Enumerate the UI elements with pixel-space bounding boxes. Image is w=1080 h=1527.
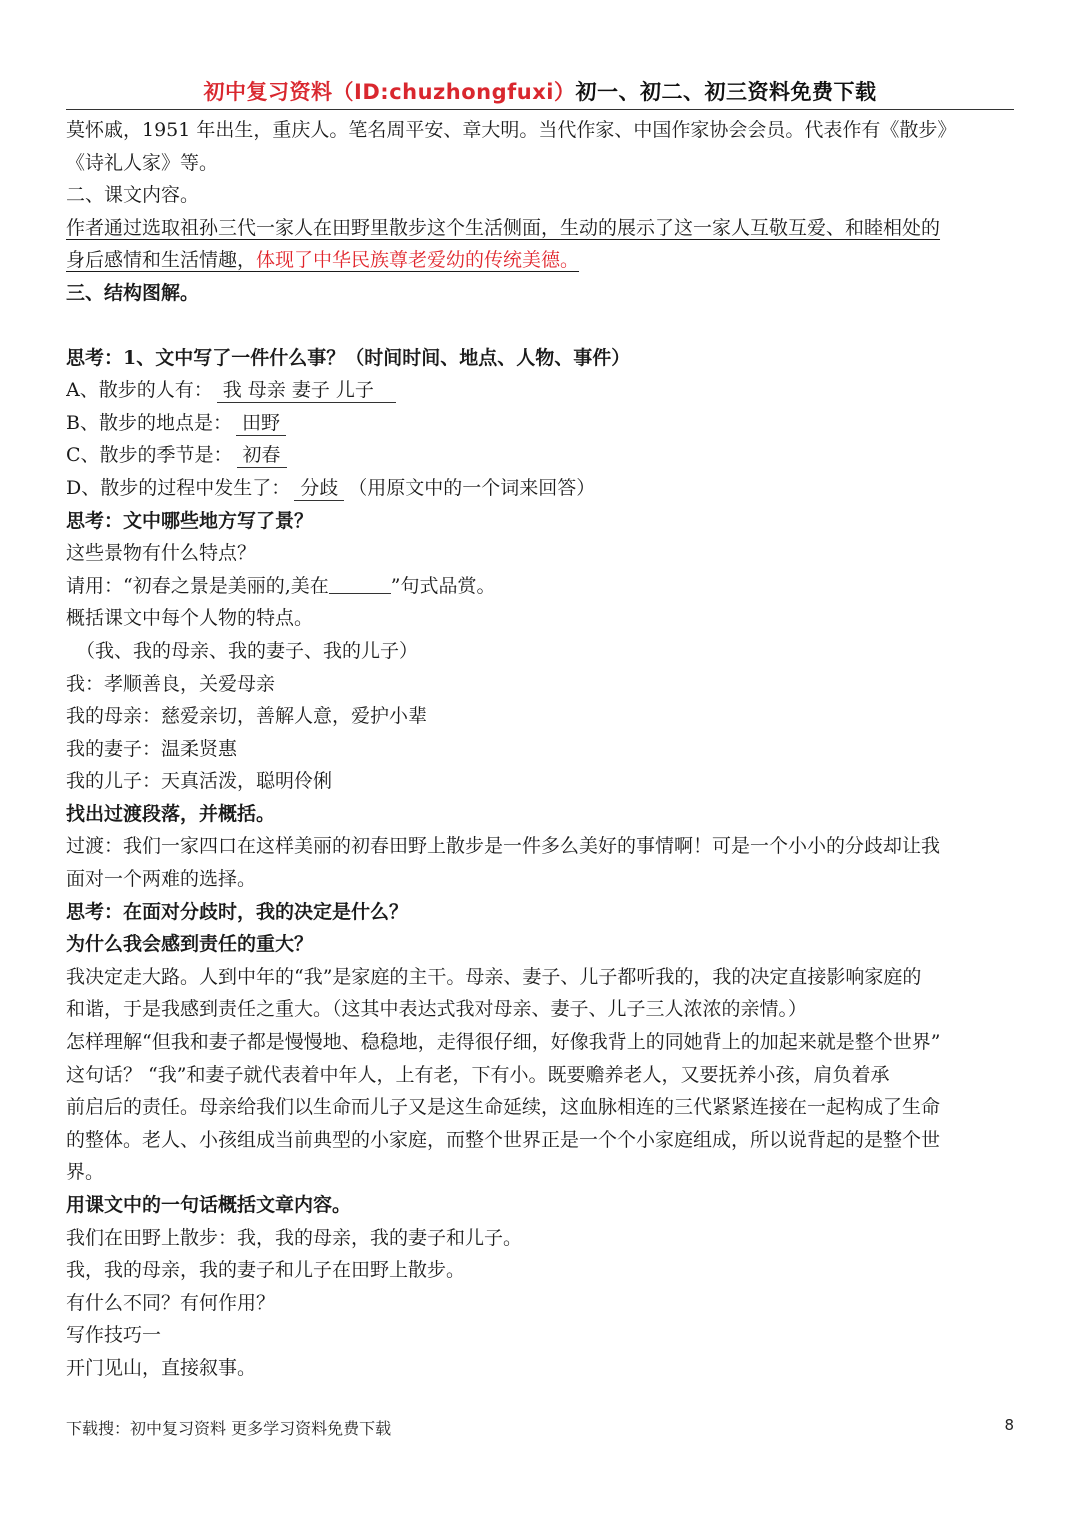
header-tagline: 初一、初二、初三资料免费下载: [575, 80, 877, 104]
section-heading: 二、课文内容。: [66, 184, 200, 207]
paragraph-line: 界。: [66, 1161, 105, 1184]
paragraph-line: 有什么不同？有何作用？: [66, 1291, 276, 1314]
paragraph-line: 这些景物有什么特点？: [66, 542, 257, 565]
page-footer: [66, 1416, 1014, 1439]
section-heading: 三、结构图解。: [66, 281, 200, 304]
paragraph-line: 概括课文中每个人物的特点。: [66, 607, 314, 630]
paragraph-line: 面对一个两难的选择。: [66, 868, 257, 891]
answer-fill: 田野: [236, 411, 286, 436]
answer-label: B、散步的地点是：: [66, 411, 232, 434]
paragraph-line: 我，我的母亲，我的妻子和儿子在田野上散步。: [66, 1259, 466, 1282]
paragraph-line: 我的儿子：天真活泼，聪明伶俐: [66, 770, 333, 793]
answer-line: [66, 439, 1016, 472]
page-number: 8: [1004, 1416, 1014, 1434]
paragraph-line: 开门见山，直接叙事。: [66, 1356, 257, 1379]
answer-line: [66, 374, 1016, 407]
footer-text: 下载搜：初中复习资料 更多学习资料免费下载: [66, 1419, 392, 1438]
question-heading: 思考：文中哪些地方写了景？: [66, 509, 314, 532]
header-source: 初中复习资料（ID:chuzhongfuxi）: [203, 80, 576, 104]
paragraph-line: 和谐，于是我感到责任之重大。（这其中表达式我对母亲、妻子、儿子三人浓浓的亲情。）: [66, 998, 808, 1021]
question-heading: 找出过渡段落，并概括。: [66, 802, 276, 825]
paragraph-line: 《诗礼人家》等。: [66, 151, 219, 174]
paragraph-line: （我、我的母亲、我的妻子、我的儿子）: [76, 639, 419, 662]
text-span: ”句式品赏。: [390, 574, 496, 597]
answer-label: D、散步的过程中发生了：: [66, 476, 291, 499]
paragraph-line: 我们在田野上散步：我，我的母亲，我的妻子和儿子。: [66, 1226, 523, 1249]
answer-hint: （用原文中的一个词来回答）: [348, 476, 596, 499]
answer-fill: 分歧: [294, 476, 344, 501]
paragraph-line: 写作技巧一: [66, 1324, 162, 1347]
question-heading: 为什么我会感到责任的重大？: [66, 933, 314, 956]
paragraph-line: 过渡：我们一家四口在这样美丽的初春田野上散步是一件多么美好的事情啊！可是一个小小的分歧却让我: [66, 835, 941, 858]
answer-fill: 我 母亲 妻子 儿子: [217, 378, 396, 403]
paragraph-line: 怎样理解“但我和妻子都是慢慢地、稳稳地，走得很仔细，好像我背上的同她背上的加起来就是整个世界”: [66, 1031, 941, 1054]
paragraph-line: 我决定走大路。人到中年的“我”是家庭的主干。母亲、妻子、儿子都听我的，我的决定直接影响家庭的: [66, 965, 922, 988]
highlight-text: 体现了中华民族尊老爱幼的传统美德。: [256, 249, 580, 272]
question-heading: 思考：在面对分歧时，我的决定是什么？: [66, 900, 409, 923]
answer-fill: 初春: [237, 443, 287, 468]
paragraph-line: 我：孝顺善良，关爱母亲: [66, 672, 276, 695]
paragraph-line: 的整体。老人、小孩组成当前典型的小家庭，而整个世界正是一个个小家庭组成，所以说背起的是整个世: [66, 1128, 941, 1151]
answer-line: [66, 472, 1016, 505]
blank-line: [329, 573, 391, 594]
paragraph-line: 我的母亲：慈爱亲切，善解人意，爱护小辈: [66, 705, 428, 728]
paragraph-line: 作者通过选取祖孙三代一家人在田野里散步这个生活侧面，生动的展示了这一家人互敬互爱、和睦相处的: [66, 216, 941, 239]
text-span: 请用：“初春之景是美丽的,美在: [66, 574, 329, 597]
question-heading: 思考：1、文中写了一件什么事？（时间时间、地点、人物、事件）: [66, 346, 631, 369]
question-heading: 用课文中的一句话概括文章内容。: [66, 1194, 352, 1216]
text-span: 身后感情和生活情趣，: [66, 249, 257, 272]
document-body: [66, 114, 1016, 1385]
blank-space: [66, 310, 1016, 342]
page-header: [0, 76, 1080, 106]
paragraph-line: 这句话？ “我”和妻子就代表着中年人，上有老，下有小。既要赡养老人，又要抚养小孩，肩负着承: [66, 1063, 890, 1086]
header-divider: [66, 109, 1014, 110]
answer-label: A、散步的人有：: [66, 379, 213, 402]
answer-label: C、散步的季节是：: [66, 444, 233, 467]
paragraph-line: 前启后的责任。母亲给我们以生命而儿子又是这生命延续，这血脉相连的三代紧紧连接在一起构成了生命: [66, 1096, 941, 1119]
paragraph-line: [66, 570, 1016, 603]
answer-line: [66, 407, 1016, 440]
paragraph-line: 莫怀戚，1951 年出生，重庆人。笔名周平安、章大明。当代作家、中国作家协会会员。代表作有《散步》: [66, 119, 957, 141]
paragraph-line: 我的妻子：温柔贤惠: [66, 737, 238, 760]
paragraph-line: [66, 244, 1016, 277]
